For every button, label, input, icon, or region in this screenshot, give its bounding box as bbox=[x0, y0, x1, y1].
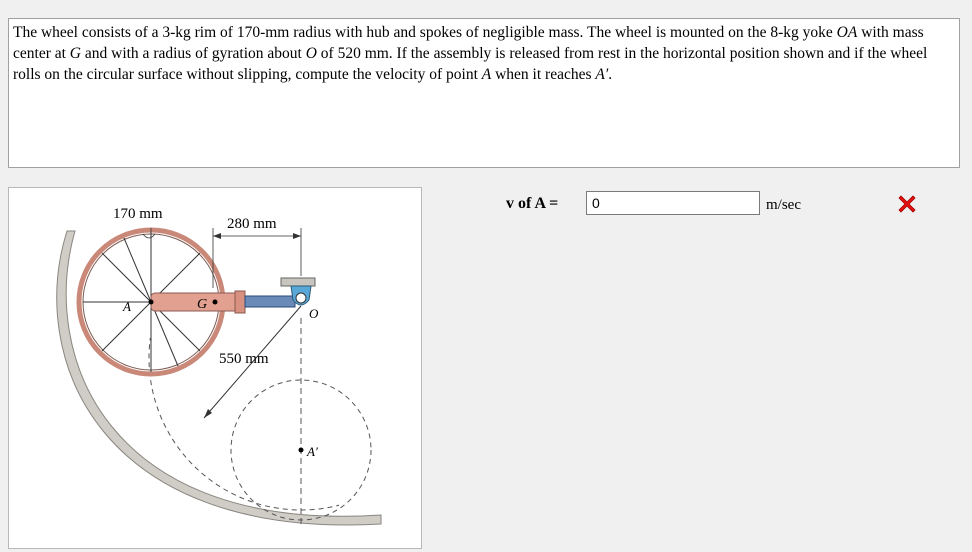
problem-text-5: when it reaches bbox=[491, 66, 596, 83]
label-O: O bbox=[309, 306, 319, 321]
symbol-O: O bbox=[305, 45, 317, 62]
problem-text-2: with mass center at bbox=[13, 24, 924, 62]
wheel-yoke-diagram bbox=[9, 188, 421, 548]
pivot-pin bbox=[296, 293, 306, 303]
label-A: A bbox=[123, 299, 131, 314]
label-280: 280 mm bbox=[227, 216, 277, 232]
symbol-A: A bbox=[481, 66, 492, 83]
symbol-A-prime: A′ bbox=[595, 66, 609, 83]
problem-text-1: The wheel consists of a 3-kg rim of 170-mm radius with hub and spokes of negligible mass. The wheel is mounted on the 8-kg yoke bbox=[13, 24, 837, 41]
symbol-G: G bbox=[69, 45, 81, 62]
dim-280-arrow-right bbox=[293, 233, 301, 239]
label-G: G bbox=[197, 297, 208, 312]
symbol-OA: OA bbox=[836, 24, 858, 41]
label-A-prime: A′ bbox=[307, 444, 318, 459]
point-G bbox=[213, 300, 218, 305]
problem-text-6: . bbox=[608, 66, 613, 83]
dim-280-arrow-left bbox=[213, 233, 221, 239]
problem-statement bbox=[8, 18, 960, 168]
velocity-input[interactable] bbox=[586, 191, 760, 215]
answer-label: v of A = bbox=[506, 195, 559, 212]
unit-label: m/sec bbox=[766, 197, 801, 213]
incorrect-x-icon bbox=[896, 193, 918, 215]
support-plate bbox=[281, 278, 315, 286]
label-550: 550 mm bbox=[219, 351, 269, 367]
label-170: 170 mm bbox=[113, 206, 163, 222]
problem-text-4: of 520 mm. If the assembly is released from rest in the horizontal position shown and if the wheel rolls on the circular surface without slipping, compute the velocity of point bbox=[13, 45, 928, 83]
problem-text-3: and with a radius of gyration about bbox=[81, 45, 306, 62]
shaft bbox=[245, 296, 295, 307]
point-A bbox=[149, 300, 154, 305]
yoke-collar bbox=[235, 291, 245, 313]
figure-panel bbox=[8, 187, 422, 549]
point-A-prime bbox=[299, 448, 304, 453]
